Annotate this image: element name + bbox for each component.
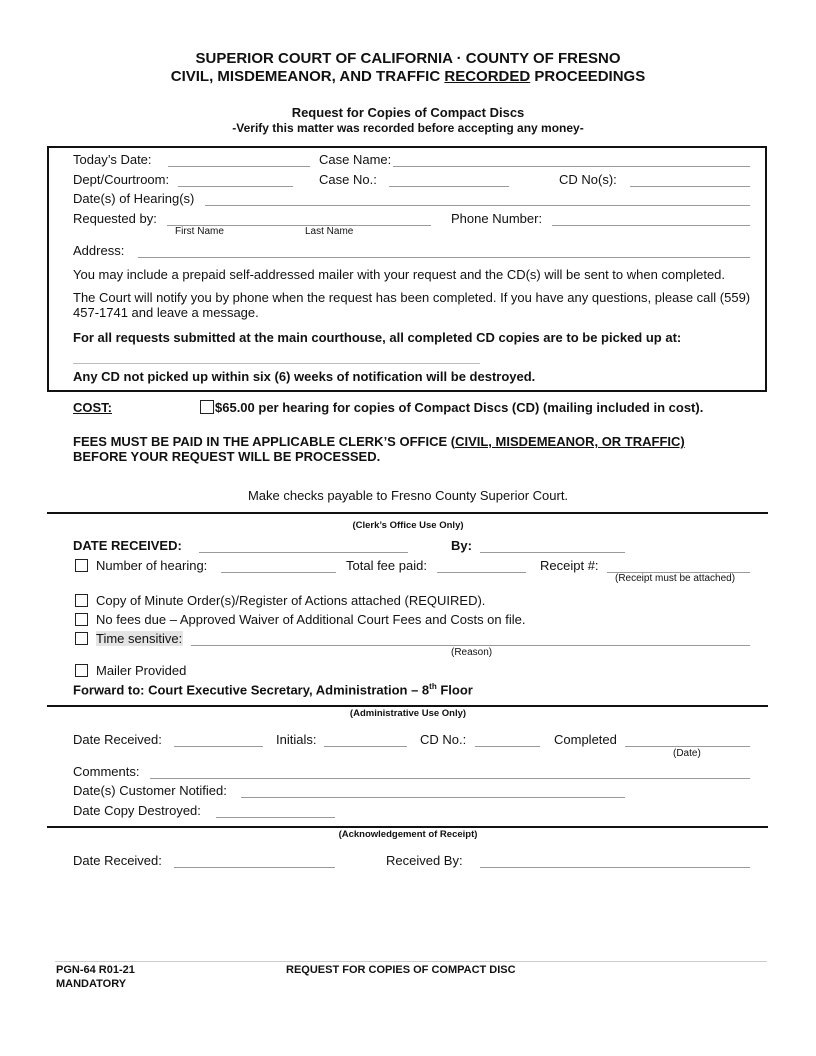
forward-sup: th [429, 682, 437, 691]
mailer-provided-label: Mailer Provided [96, 663, 187, 678]
time-sensitive-reason-field[interactable] [191, 645, 750, 646]
receipt-note: (Receipt must be attached) [615, 573, 736, 584]
ack-divider [47, 826, 768, 828]
notified-label: Date(s) Customer Notified: [73, 783, 227, 798]
cd-nos-label: CD No(s): [559, 172, 617, 187]
reason-caption: (Reason) [451, 647, 493, 658]
admin-cd-no-label: CD No.: [420, 732, 467, 747]
forward-to [73, 682, 473, 697]
dept-field[interactable] [178, 186, 293, 187]
destroyed-paragraph: Any CD not picked up within six (6) weeks of notification will be destroyed. [73, 369, 536, 384]
pickup-location-field[interactable] [73, 363, 480, 364]
admin-divider [47, 705, 768, 707]
by-field[interactable] [480, 552, 625, 553]
ack-date-received-field[interactable] [174, 867, 335, 868]
date-caption: (Date) [673, 748, 701, 759]
date-received-label: DATE RECEIVED: [73, 538, 182, 553]
minute-order-checkbox[interactable] [75, 594, 88, 607]
requested-by-label: Requested by: [73, 211, 157, 226]
forward-text: Forward to: Court Executive Secretary, Administration – 8 [73, 682, 430, 698]
ack-date-received-label: Date Received: [73, 853, 162, 868]
time-sensitive-checkbox[interactable] [75, 632, 88, 645]
hearing-dates-field[interactable] [205, 205, 750, 206]
first-name-caption: First Name [175, 226, 224, 237]
phone-field[interactable] [552, 225, 750, 226]
clerk-heading: (Clerk’s Office Use Only) [352, 520, 464, 531]
subtitle-post: PROCEEDINGS [530, 68, 646, 85]
forward-floor: Floor [436, 682, 473, 698]
cost-label: COST: [73, 400, 112, 415]
cd-nos-field[interactable] [630, 186, 750, 187]
completed-label: Completed [554, 732, 617, 747]
subtitle-pre: CIVIL, MISDEMEANOR, AND TRAFFIC [170, 68, 445, 85]
num-hearing-label: Number of hearing: [96, 558, 208, 573]
num-hearing-checkbox[interactable] [75, 559, 88, 572]
mailer-provided-checkbox[interactable] [75, 664, 88, 677]
time-sensitive-label: Time sensitive: [96, 631, 183, 646]
no-fees-label: No fees due – Approved Waiver of Additional Court Fees and Costs on file. [96, 612, 526, 627]
pickup-paragraph: For all requests submitted at the main courthouse, all completed CD copies are to be picked up at: [73, 330, 682, 345]
comments-label: Comments: [73, 764, 140, 779]
form-title: Request for Copies of Compact Discs [291, 105, 525, 120]
fees-offices: CIVIL, MISDEMEANOR, OR TRAFFIC) [455, 434, 685, 449]
admin-date-received-label: Date Received: [73, 732, 162, 747]
mailer-paragraph: You may include a prepaid self-addressed mailer with your request and the CD(s) will be sent to when completed. [73, 267, 726, 282]
receipt-label: Receipt #: [540, 558, 599, 573]
footer-mandatory: MANDATORY [56, 978, 127, 990]
form-subtitle: -Verify this matter was recorded before accepting any money- [232, 121, 584, 135]
phone-label: Phone Number: [451, 211, 543, 226]
case-no-field[interactable] [389, 186, 509, 187]
initials-field[interactable] [324, 746, 407, 747]
destroyed-field[interactable] [216, 817, 335, 818]
case-name-label: Case Name: [319, 152, 392, 167]
footer-rule [55, 961, 767, 962]
hearing-dates-label: Date(s) of Hearing(s) [73, 191, 195, 206]
case-no-label: Case No.: [319, 172, 377, 187]
notify-paragraph: The Court will notify you by phone when the request has been completed. If you have any questions, please call (559) 457-1741 and leave a message. [73, 290, 751, 320]
clerk-divider [47, 512, 768, 514]
by-label: By: [451, 538, 472, 553]
notified-field[interactable] [241, 797, 625, 798]
last-name-caption: Last Name [305, 226, 354, 237]
address-field[interactable] [138, 257, 750, 258]
todays-date-label: Today’s Date: [73, 152, 152, 167]
footer-title: REQUEST FOR COPIES OF COMPACT DISC [286, 964, 516, 976]
cost-text: $65.00 per hearing for copies of Compact Discs (CD) (mailing included in cost). [215, 400, 704, 415]
court-subtitle [0, 68, 816, 85]
received-by-field[interactable] [480, 867, 750, 868]
court-title: SUPERIOR COURT OF CALIFORNIA · COUNTY OF FRESNO [195, 50, 621, 67]
comments-field[interactable] [150, 778, 750, 779]
num-hearing-field[interactable] [221, 572, 336, 573]
case-name-field[interactable] [393, 166, 750, 167]
completed-field[interactable] [625, 746, 750, 747]
received-by-label: Received By: [386, 853, 463, 868]
address-label: Address: [73, 243, 125, 258]
total-fee-field[interactable] [437, 572, 526, 573]
todays-date-field[interactable] [168, 166, 310, 167]
footer-form-no: PGN-64 R01-21 [56, 964, 135, 976]
dept-label: Dept/Courtroom: [73, 172, 170, 187]
no-fees-checkbox[interactable] [75, 613, 88, 626]
admin-cd-no-field[interactable] [475, 746, 540, 747]
fees-notice-line2: BEFORE YOUR REQUEST WILL BE PROCESSED. [73, 449, 381, 464]
fees-notice [73, 434, 685, 449]
total-fee-label: Total fee paid: [346, 558, 427, 573]
minute-order-label: Copy of Minute Order(s)/Register of Actions attached (REQUIRED). [96, 593, 486, 608]
date-received-field[interactable] [199, 552, 408, 553]
ack-heading: (Acknowledgement of Receipt) [338, 829, 478, 840]
cost-checkbox[interactable] [200, 400, 214, 414]
destroyed-label: Date Copy Destroyed: [73, 803, 201, 818]
subtitle-recorded: RECORDED [444, 68, 531, 85]
checks-payable: Make checks payable to Fresno County Superior Court. [247, 488, 569, 503]
admin-heading: (Administrative Use Only) [349, 708, 467, 719]
initials-label: Initials: [276, 732, 317, 747]
admin-date-received-field[interactable] [174, 746, 263, 747]
fees-pre: FEES MUST BE PAID IN THE APPLICABLE CLERK’S OFFICE ( [73, 434, 456, 449]
